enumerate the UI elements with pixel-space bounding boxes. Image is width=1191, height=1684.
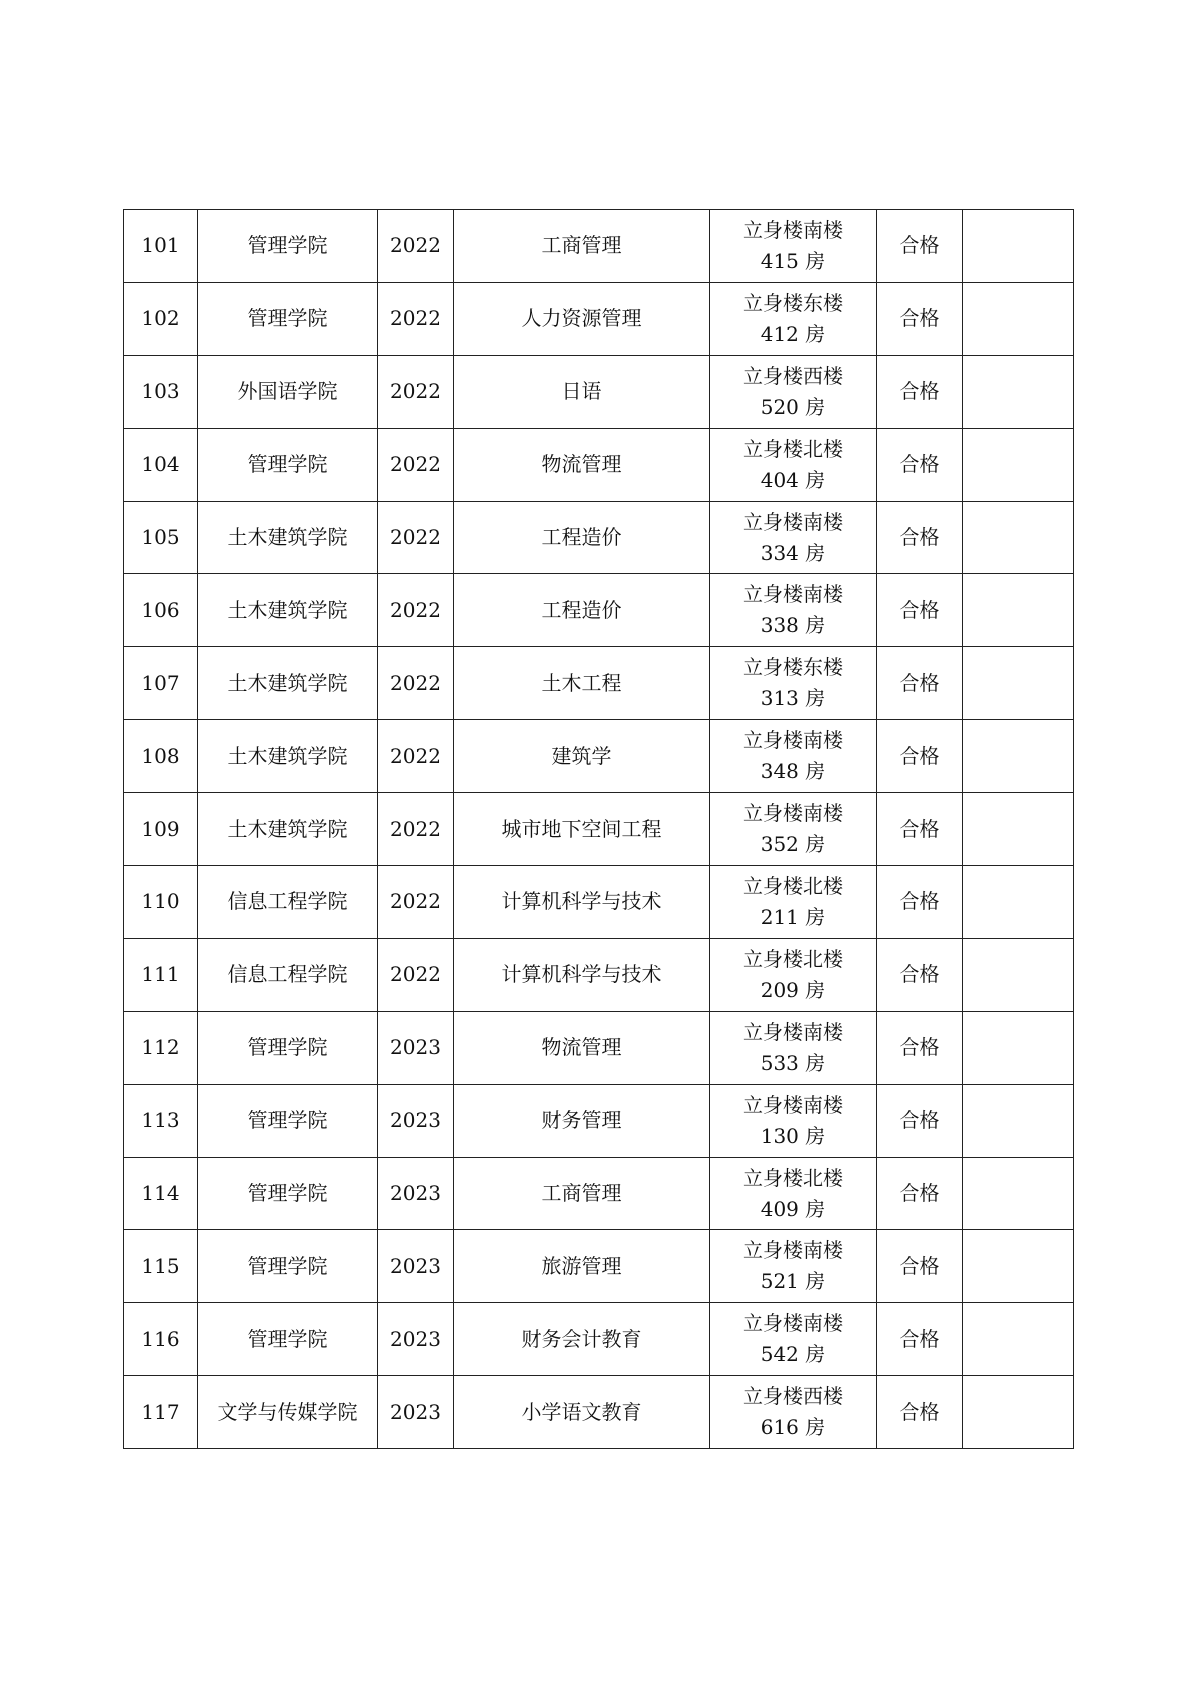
remark-cell — [963, 501, 1074, 574]
dorm-building-text: 立身楼南楼 — [743, 509, 843, 534]
major-cell: 计算机科学与技术 — [454, 938, 710, 1011]
college-cell: 管理学院 — [198, 1303, 378, 1376]
dorm-room-number-text: 415 房 — [760, 248, 826, 273]
enrollment-year-cell: 2022 — [378, 501, 454, 574]
table-row — [124, 647, 1074, 720]
remark-cell — [963, 1376, 1074, 1449]
dorm-room-cell — [710, 1011, 877, 1084]
enrollment-year-cell: 2023 — [378, 1157, 454, 1230]
remark-cell — [963, 866, 1074, 939]
enrollment-year-cell: 2022 — [378, 720, 454, 793]
college-cell: 文学与传媒学院 — [198, 1376, 378, 1449]
inspection-result-cell: 合格 — [877, 501, 963, 574]
college-cell: 土木建筑学院 — [198, 720, 378, 793]
dorm-building-text: 立身楼东楼 — [743, 290, 843, 315]
inspection-result-cell: 合格 — [877, 720, 963, 793]
dorm-building-text: 立身楼南楼 — [743, 1238, 843, 1263]
enrollment-year-cell: 2022 — [378, 574, 454, 647]
major-cell: 财务会计教育 — [454, 1303, 710, 1376]
remark-cell — [963, 1011, 1074, 1084]
dorm-building-text: 立身楼北楼 — [743, 946, 843, 971]
dorm-building-text: 立身楼南楼 — [743, 1019, 843, 1044]
serial-number-cell: 102 — [124, 282, 198, 355]
dorm-room-cell — [710, 1376, 877, 1449]
inspection-result-cell: 合格 — [877, 574, 963, 647]
serial-number-cell: 101 — [124, 210, 198, 283]
enrollment-year-cell: 2023 — [378, 1084, 454, 1157]
table-row — [124, 428, 1074, 501]
serial-number-cell: 108 — [124, 720, 198, 793]
college-cell: 信息工程学院 — [198, 866, 378, 939]
dorm-room-cell — [710, 720, 877, 793]
table-row — [124, 720, 1074, 793]
remark-cell — [963, 793, 1074, 866]
inspection-result-cell: 合格 — [877, 1376, 963, 1449]
major-cell: 小学语文教育 — [454, 1376, 710, 1449]
remark-cell — [963, 282, 1074, 355]
inspection-result-cell: 合格 — [877, 282, 963, 355]
dorm-room-cell — [710, 210, 877, 283]
dorm-room-number-text: 130 房 — [760, 1123, 826, 1148]
inspection-result-cell: 合格 — [877, 210, 963, 283]
enrollment-year-cell: 2023 — [378, 1011, 454, 1084]
major-cell: 人力资源管理 — [454, 282, 710, 355]
dorm-building-text: 立身楼西楼 — [743, 363, 843, 388]
college-cell: 管理学院 — [198, 210, 378, 283]
inspection-result-cell: 合格 — [877, 1084, 963, 1157]
college-cell: 外国语学院 — [198, 355, 378, 428]
dorm-building-text: 立身楼南楼 — [743, 728, 843, 753]
major-cell: 土木工程 — [454, 647, 710, 720]
dorm-room-number-text: 409 房 — [760, 1196, 826, 1221]
remark-cell — [963, 1230, 1074, 1303]
dorm-building-text: 立身楼西楼 — [743, 1384, 843, 1409]
remark-cell — [963, 210, 1074, 283]
serial-number-cell: 106 — [124, 574, 198, 647]
table-row — [124, 501, 1074, 574]
college-cell: 土木建筑学院 — [198, 793, 378, 866]
remark-cell — [963, 647, 1074, 720]
serial-number-cell: 112 — [124, 1011, 198, 1084]
college-cell: 信息工程学院 — [198, 938, 378, 1011]
major-cell: 工程造价 — [454, 574, 710, 647]
dorm-room-number-text: 404 房 — [760, 467, 826, 492]
enrollment-year-cell: 2022 — [378, 282, 454, 355]
major-cell: 物流管理 — [454, 1011, 710, 1084]
major-cell: 工商管理 — [454, 210, 710, 283]
serial-number-cell: 115 — [124, 1230, 198, 1303]
enrollment-year-cell: 2022 — [378, 355, 454, 428]
dorm-room-cell — [710, 1084, 877, 1157]
dorm-room-number-text: 348 房 — [760, 759, 826, 784]
enrollment-year-cell: 2023 — [378, 1376, 454, 1449]
serial-number-cell: 116 — [124, 1303, 198, 1376]
dorm-room-cell — [710, 282, 877, 355]
dorm-room-number-text: 412 房 — [760, 321, 826, 346]
dorm-room-number-text: 211 房 — [760, 904, 826, 929]
table-row — [124, 866, 1074, 939]
dorm-building-text: 立身楼北楼 — [743, 873, 843, 898]
college-cell: 管理学院 — [198, 1011, 378, 1084]
table-row — [124, 793, 1074, 866]
remark-cell — [963, 1157, 1074, 1230]
dorm-room-number-text: 334 房 — [760, 540, 826, 565]
remark-cell — [963, 428, 1074, 501]
inspection-result-cell: 合格 — [877, 1303, 963, 1376]
serial-number-cell: 110 — [124, 866, 198, 939]
inspection-result-cell: 合格 — [877, 647, 963, 720]
dorm-room-cell — [710, 355, 877, 428]
serial-number-cell: 105 — [124, 501, 198, 574]
table-body — [124, 210, 1074, 1449]
college-cell: 土木建筑学院 — [198, 647, 378, 720]
dorm-building-text: 立身楼南楼 — [743, 217, 843, 242]
dorm-room-number-text: 533 房 — [760, 1050, 826, 1075]
inspection-result-cell: 合格 — [877, 866, 963, 939]
dorm-building-text: 立身楼南楼 — [743, 1311, 843, 1336]
enrollment-year-cell: 2022 — [378, 647, 454, 720]
table-row — [124, 1157, 1074, 1230]
table-row — [124, 1376, 1074, 1449]
dorm-room-number-text: 521 房 — [760, 1269, 826, 1294]
dorm-room-number-text: 542 房 — [760, 1342, 826, 1367]
remark-cell — [963, 355, 1074, 428]
dorm-room-cell — [710, 574, 877, 647]
college-cell: 管理学院 — [198, 428, 378, 501]
inspection-result-cell: 合格 — [877, 938, 963, 1011]
serial-number-cell: 107 — [124, 647, 198, 720]
dorm-room-cell — [710, 793, 877, 866]
enrollment-year-cell: 2022 — [378, 866, 454, 939]
dorm-building-text: 立身楼南楼 — [743, 801, 843, 826]
dorm-room-number-text: 338 房 — [760, 613, 826, 638]
serial-number-cell: 109 — [124, 793, 198, 866]
remark-cell — [963, 938, 1074, 1011]
dorm-building-text: 立身楼南楼 — [743, 582, 843, 607]
serial-number-cell: 114 — [124, 1157, 198, 1230]
dorm-building-text: 立身楼东楼 — [743, 655, 843, 680]
college-cell: 管理学院 — [198, 282, 378, 355]
major-cell: 日语 — [454, 355, 710, 428]
inspection-result-cell: 合格 — [877, 1011, 963, 1084]
dorm-room-number-text: 352 房 — [760, 832, 826, 857]
dorm-room-number-text: 209 房 — [760, 977, 826, 1002]
serial-number-cell: 117 — [124, 1376, 198, 1449]
enrollment-year-cell: 2022 — [378, 793, 454, 866]
table-row — [124, 1011, 1074, 1084]
table-row — [124, 1084, 1074, 1157]
remark-cell — [963, 1084, 1074, 1157]
table-row — [124, 1230, 1074, 1303]
dorm-room-cell — [710, 428, 877, 501]
college-cell: 土木建筑学院 — [198, 574, 378, 647]
remark-cell — [963, 1303, 1074, 1376]
dorm-room-cell — [710, 647, 877, 720]
enrollment-year-cell: 2022 — [378, 210, 454, 283]
serial-number-cell: 111 — [124, 938, 198, 1011]
major-cell: 物流管理 — [454, 428, 710, 501]
dorm-room-cell — [710, 866, 877, 939]
table-row — [124, 1303, 1074, 1376]
enrollment-year-cell: 2023 — [378, 1230, 454, 1303]
college-cell: 土木建筑学院 — [198, 501, 378, 574]
inspection-result-cell: 合格 — [877, 428, 963, 501]
remark-cell — [963, 574, 1074, 647]
dorm-room-number-text: 616 房 — [760, 1415, 826, 1440]
college-cell: 管理学院 — [198, 1084, 378, 1157]
inspection-result-cell: 合格 — [877, 1157, 963, 1230]
major-cell: 工程造价 — [454, 501, 710, 574]
table-row — [124, 574, 1074, 647]
enrollment-year-cell: 2022 — [378, 428, 454, 501]
dorm-room-cell — [710, 938, 877, 1011]
dormitory-inspection-table — [123, 209, 1074, 1449]
dorm-building-text: 立身楼南楼 — [743, 1092, 843, 1117]
major-cell: 工商管理 — [454, 1157, 710, 1230]
inspection-result-cell: 合格 — [877, 355, 963, 428]
dorm-room-cell — [710, 1157, 877, 1230]
dorm-room-cell — [710, 1303, 877, 1376]
inspection-result-cell: 合格 — [877, 793, 963, 866]
table-row — [124, 210, 1074, 283]
major-cell: 旅游管理 — [454, 1230, 710, 1303]
enrollment-year-cell: 2022 — [378, 938, 454, 1011]
dorm-room-number-text: 520 房 — [760, 394, 826, 419]
college-cell: 管理学院 — [198, 1230, 378, 1303]
table-row — [124, 938, 1074, 1011]
dorm-building-text: 立身楼北楼 — [743, 1165, 843, 1190]
table-row — [124, 355, 1074, 428]
serial-number-cell: 113 — [124, 1084, 198, 1157]
dorm-room-number-text: 313 房 — [760, 686, 826, 711]
inspection-result-cell: 合格 — [877, 1230, 963, 1303]
serial-number-cell: 103 — [124, 355, 198, 428]
major-cell: 财务管理 — [454, 1084, 710, 1157]
major-cell: 城市地下空间工程 — [454, 793, 710, 866]
dorm-room-cell — [710, 501, 877, 574]
enrollment-year-cell: 2023 — [378, 1303, 454, 1376]
dorm-room-cell — [710, 1230, 877, 1303]
college-cell: 管理学院 — [198, 1157, 378, 1230]
table-row — [124, 282, 1074, 355]
remark-cell — [963, 720, 1074, 793]
major-cell: 计算机科学与技术 — [454, 866, 710, 939]
major-cell: 建筑学 — [454, 720, 710, 793]
dorm-building-text: 立身楼北楼 — [743, 436, 843, 461]
serial-number-cell: 104 — [124, 428, 198, 501]
